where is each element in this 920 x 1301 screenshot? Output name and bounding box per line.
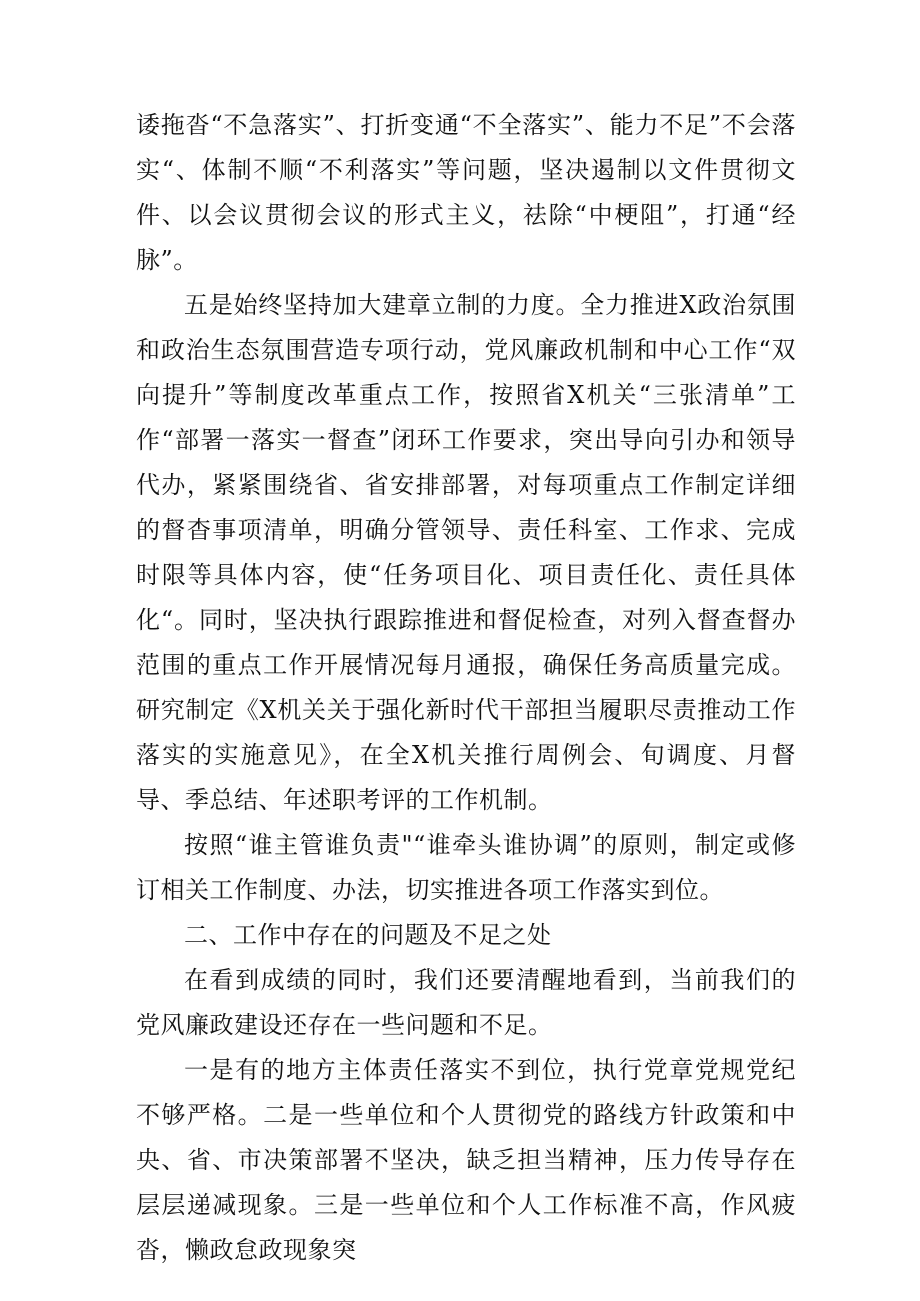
paragraph-problems-intro: 在看到成绩的同时，我们还要清醒地看到，当前我们的党风廉政建设还存在一些问题和不足。	[136, 966, 796, 1039]
paragraph-problems-list: 一是有的地方主体责任落实不到位，执行党章党规党纪不够严格。二是一些单位和个人贯彻党的路线方针政策和中央、省、市决策部署不坚决，缺乏担当精神，压力传导存在层层递减现象。三是一些单位和个人工作标准不高，作风疲沓，懒政怠政现象突	[136, 1056, 796, 1264]
document-page	[136, 103, 796, 1273]
section-heading-problems: 二、工作中存在的问题及不足之处	[184, 921, 552, 949]
paragraph-rules-and-regulations: 五是始终坚持加大建章立制的力度。全力推进X政治氛围和政治生态氛围营造专项行动，党风廉政机制和中心工作“双向提升”等制度改革重点工作，按照省X机关“三张清单”工作“部署一落实一督查”闭环工作要求，突出导向引办和领导代办，紧紧围绕省、省安排部署，对每项重点工作制定详细的督杳事项清单，明确分管领导、责任科室、工作求、完成时限等具体内容，使“任务项目化、项目责任化、责任具体化“。同时，坚决执行跟踪推进和督促检查，对列入督查督办范围的重点工作开展情况每月通报，确保任务高质量完成。研究制定《X机关关于强化新时代干部担当履职尽责推动工作落实的实施意见》，在全X机关推行周例会、旬调度、月督导、季总结、年述职考评的工作机制。	[136, 291, 796, 814]
paragraph-continuation: 诿拖沓“不急落实”、打折变通“不全落实”、能力不足”不会落实“、体制不顺“不利落实”等问题，坚决遏制以文件贯彻文件、以会议贯彻会议的形式主义，祛除“中梗阻”，打通“经脉”。	[136, 111, 796, 274]
paragraph-responsibility-principle: 按照“谁主管谁负责"“谁牵头谁协调”的原则，制定或修订相关工作制度、办法，切实推进各项工作落实到位。	[136, 831, 796, 904]
